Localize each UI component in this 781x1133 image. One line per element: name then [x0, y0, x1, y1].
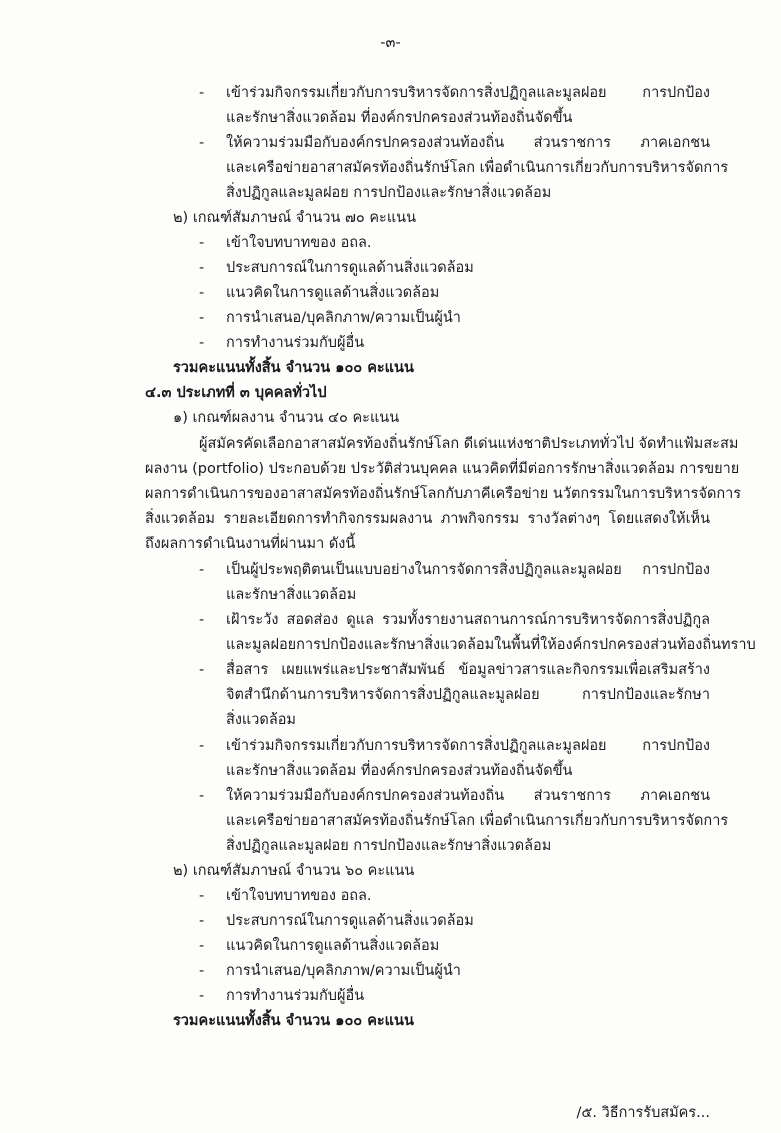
- interview-item: เข้าใจบทบาทของ อถล.: [226, 235, 372, 251]
- paragraph-line: สิ่งแวดล้อม รายละเอียดการทำกิจกรรมผลงาน ภาพกิจกรรม รางวัลต่างๆ โดยแสดงให้เห็น: [145, 511, 710, 527]
- bullet-dash: -: [199, 888, 205, 904]
- bullet-line: จิตสำนึกด้านการบริหารจัดการสิ่งปฏิกูลและมูลฝอย การปกป้องและรักษา: [226, 687, 710, 703]
- bullet-line: สิ่งปฏิกูลและมูลฝอย การปกป้องและรักษาสิ่งแวดล้อม: [226, 838, 552, 854]
- footer-continuation: /๕. วิธีการรับสมัคร...: [576, 1105, 710, 1121]
- bullet-dash: -: [199, 938, 205, 954]
- bullet-dash: -: [199, 612, 205, 628]
- paragraph-line: ผลงาน (portfolio) ประกอบด้วย ประวัติส่วนบุคคล แนวคิดที่มีต่อการรักษาสิ่งแวดล้อม การขยาย: [145, 461, 740, 477]
- bullet-dash: -: [199, 260, 205, 276]
- bullet-line: เข้าร่วมกิจกรรมเกี่ยวกับการบริหารจัดการสิ่งปฏิกูลและมูลฝอย การปกป้อง: [226, 738, 710, 754]
- bullet-line: ให้ความร่วมมือกับองค์กรปกครองส่วนท้องถิ่น ส่วนราชการ ภาคเอกชน: [226, 788, 710, 804]
- interview-heading: ๒) เกณฑ์สัมภาษณ์ จำนวน ๖๐ คะแนน: [173, 863, 415, 879]
- section-heading: ๔.๓ ประเภทที่ ๓ บุคคลทั่วไป: [145, 385, 327, 401]
- total-score: รวมคะแนนทั้งสิ้น จำนวน ๑๐๐ คะแนน: [173, 360, 414, 376]
- paragraph-line: ผู้สมัครคัดเลือกอาสาสมัครท้องถิ่นรักษ์โลก ดีเด่นแห่งชาติประเภททั่วไป จัดทำแฟ้มสะสม: [199, 436, 739, 452]
- interview-heading: ๒) เกณฑ์สัมภาษณ์ จำนวน ๗๐ คะแนน: [173, 210, 417, 226]
- bullet-dash: -: [199, 310, 205, 326]
- bullet-line: และเครือข่ายอาสาสมัครท้องถิ่นรักษ์โลก เพื่อดำเนินการเกี่ยวกับการบริหารจัดการ: [226, 813, 729, 829]
- interview-item: แนวคิดในการดูแลด้านสิ่งแวดล้อม: [226, 285, 440, 301]
- bullet-dash: -: [199, 235, 205, 251]
- bullet-line: เฝ้าระวัง สอดส่อง ดูแล รวมทั้งรายงานสถานการณ์การบริหารจัดการสิ่งปฏิกูล: [226, 612, 710, 628]
- bullet-dash: -: [199, 562, 205, 578]
- bullet-line: และรักษาสิ่งแวดล้อม: [226, 587, 357, 603]
- page-number: -๓-: [380, 35, 401, 51]
- interview-item: ประสบการณ์ในการดูแลด้านสิ่งแวดล้อม: [226, 913, 474, 929]
- bullet-dash: -: [199, 788, 205, 804]
- bullet-dash: -: [199, 335, 205, 351]
- interview-item: การทำงานร่วมกับผู้อื่น: [226, 335, 365, 351]
- bullet-line: ให้ความร่วมมือกับองค์กรปกครองส่วนท้องถิ่น ส่วนราชการ ภาคเอกชน: [226, 135, 710, 151]
- interview-item: แนวคิดในการดูแลด้านสิ่งแวดล้อม: [226, 938, 440, 954]
- bullet-dash: -: [199, 662, 205, 678]
- bullet-dash: -: [199, 963, 205, 979]
- bullet-dash: -: [199, 285, 205, 301]
- bullet-dash: -: [199, 135, 205, 151]
- bullet-line: สื่อสาร เผยแพร่และประชาสัมพันธ์ ข้อมูลข่าวสารและกิจกรรมเพื่อเสริมสร้าง: [226, 662, 710, 678]
- interview-item: การนำเสนอ/บุคลิกภาพ/ความเป็นผู้นำ: [226, 310, 461, 326]
- bullet-line: เข้าร่วมกิจกรรมเกี่ยวกับการบริหารจัดการสิ่งปฏิกูลและมูลฝอย การปกป้อง: [226, 85, 710, 101]
- interview-item: การทำงานร่วมกับผู้อื่น: [226, 988, 365, 1004]
- interview-item: เข้าใจบทบาทของ อถล.: [226, 888, 372, 904]
- bullet-line: และมูลฝอยการปกป้องและรักษาสิ่งแวดล้อมในพื้นที่ให้องค์กรปกครองส่วนท้องถิ่นทราบ: [226, 637, 756, 653]
- paragraph-line: ผลการดำเนินการของอาสาสมัครท้องถิ่นรักษ์โลกกับภาคีเครือข่าย นวัตกรรมในการบริหารจัดการ: [145, 486, 742, 502]
- bullet-dash: -: [199, 738, 205, 754]
- bullet-line: สิ่งปฏิกูลและมูลฝอย การปกป้องและรักษาสิ่งแวดล้อม: [226, 185, 552, 201]
- bullet-dash: -: [199, 913, 205, 929]
- interview-item: ประสบการณ์ในการดูแลด้านสิ่งแวดล้อม: [226, 260, 474, 276]
- bullet-line: และรักษาสิ่งแวดล้อม ที่องค์กรปกครองส่วนท้องถิ่นจัดขึ้น: [226, 110, 573, 126]
- bullet-line: และเครือข่ายอาสาสมัครท้องถิ่นรักษ์โลก เพื่อดำเนินการเกี่ยวกับการบริหารจัดการ: [226, 160, 729, 176]
- interview-item: การนำเสนอ/บุคลิกภาพ/ความเป็นผู้นำ: [226, 963, 461, 979]
- bullet-line: เป็นผู้ประพฤติตนเป็นแบบอย่างในการจัดการสิ่งปฏิกูลและมูลฝอย การปกป้อง: [226, 562, 710, 578]
- total-score: รวมคะแนนทั้งสิ้น จำนวน ๑๐๐ คะแนน: [173, 1013, 414, 1029]
- bullet-line: สิ่งแวดล้อม: [226, 712, 296, 728]
- bullet-line: และรักษาสิ่งแวดล้อม ที่องค์กรปกครองส่วนท้องถิ่นจัดขึ้น: [226, 763, 573, 779]
- bullet-dash: -: [199, 988, 205, 1004]
- work-heading: ๑) เกณฑ์ผลงาน จำนวน ๔๐ คะแนน: [173, 410, 400, 426]
- bullet-dash: -: [199, 85, 205, 101]
- paragraph-line: ถึงผลการดำเนินงานที่ผ่านมา ดังนี้: [145, 536, 356, 552]
